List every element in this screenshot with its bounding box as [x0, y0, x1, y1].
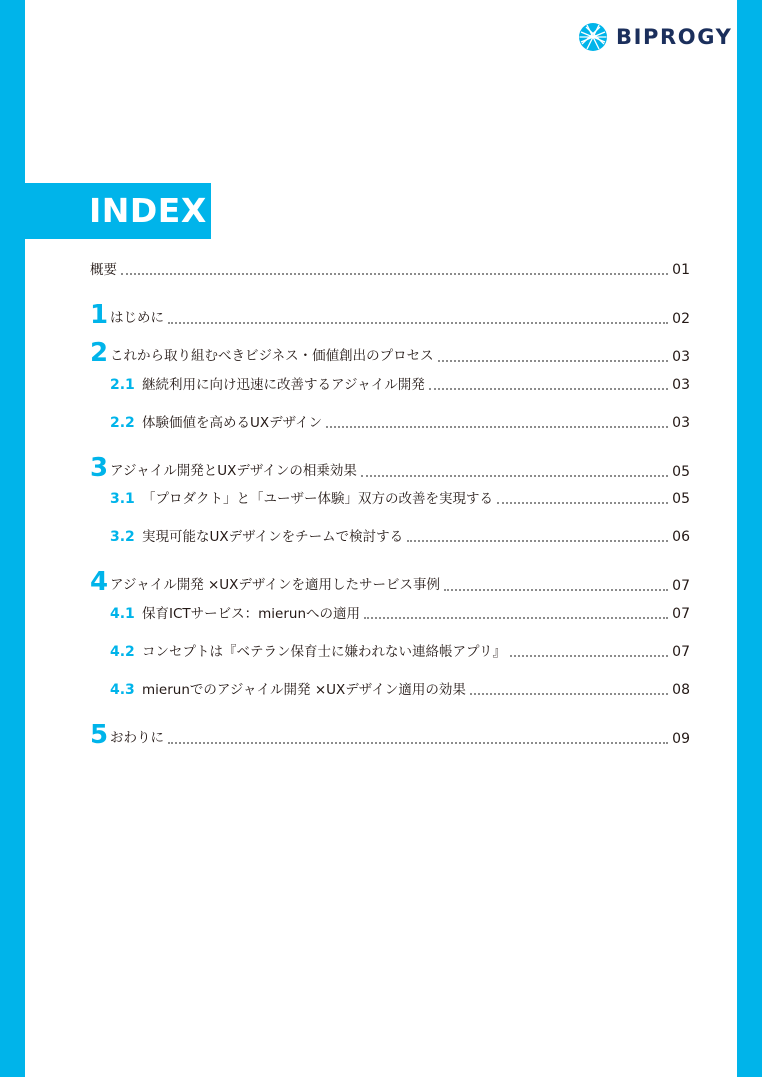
toc-item-summary[interactable] [90, 261, 690, 279]
leader-dots [364, 617, 668, 619]
toc-section-2-2[interactable] [110, 414, 690, 432]
toc-page: 05 [672, 464, 690, 480]
leader-dots [497, 502, 668, 504]
toc-title: コンセプトは『ベテラン保育士に嫌われない連絡帳アプリ』 [142, 644, 506, 660]
section-number: 4.3 [110, 682, 135, 698]
toc-title: これから取り組むべきビジネス・価値創出のプロセス [110, 348, 434, 364]
toc-chapter-2[interactable] [90, 340, 690, 366]
toc-page: 05 [672, 491, 690, 507]
chapter-number: 3 [90, 453, 109, 483]
page-title: INDEX [89, 191, 207, 230]
chapter-number: 5 [90, 720, 109, 750]
leader-dots [121, 273, 668, 275]
chapter-number: 2 [90, 338, 109, 368]
toc-title: 「プロダクト」と「ユーザー体験」双方の改善を実現する [142, 491, 493, 507]
toc-page: 09 [672, 731, 690, 747]
toc-page: 03 [672, 415, 690, 431]
toc-title: おわりに [110, 730, 164, 746]
toc-page: 07 [672, 606, 690, 622]
left-edge-bar [0, 0, 25, 1077]
leader-dots [470, 693, 668, 695]
leader-dots [444, 589, 668, 591]
toc-page: 01 [672, 262, 690, 278]
leader-dots [407, 540, 668, 542]
toc-section-4-1[interactable] [110, 605, 690, 623]
toc-section-3-2[interactable] [110, 528, 690, 546]
toc-page: 08 [672, 682, 690, 698]
leader-dots [168, 322, 668, 324]
chapter-number: 1 [90, 300, 109, 330]
toc-title: 保育ICTサービス：mierunへの適用 [142, 606, 361, 622]
leader-dots [510, 655, 668, 657]
toc-page: 07 [672, 644, 690, 660]
toc-chapter-5[interactable] [90, 722, 690, 748]
toc-section-4-2[interactable] [110, 643, 690, 661]
toc-section-3-1[interactable] [110, 490, 690, 508]
leader-dots [429, 388, 668, 390]
toc-title: mierunでのアジャイル開発 ×UXデザイン適用の効果 [142, 682, 466, 698]
toc-title: 体験価値を高めるUXデザイン [142, 415, 323, 431]
leader-dots [326, 426, 668, 428]
section-number: 2.2 [110, 415, 135, 431]
toc-chapter-1[interactable] [90, 302, 690, 328]
toc-page: 03 [672, 377, 690, 393]
brand-logo [578, 21, 732, 53]
section-number: 4.2 [110, 644, 135, 660]
section-number: 3.1 [110, 491, 135, 507]
leader-dots [168, 742, 668, 744]
toc-title: 継続利用に向け迅速に改善するアジャイル開発 [142, 377, 425, 393]
section-number: 3.2 [110, 529, 135, 545]
toc-section-2-1[interactable] [110, 376, 690, 394]
toc-title: アジャイル開発 ×UXデザインを適用したサービス事例 [110, 577, 440, 593]
toc-page: 06 [672, 529, 690, 545]
toc-title: アジャイル開発とUXデザインの相乗効果 [110, 463, 357, 479]
leader-dots [438, 360, 668, 362]
brand-name: BIPROGY [616, 25, 733, 49]
toc-title: 実現可能なUXデザインをチームで検討する [142, 529, 404, 545]
toc-page: 02 [672, 311, 690, 327]
toc-title: 概要 [90, 262, 117, 278]
globe-mesh-icon [578, 22, 608, 52]
toc-section-4-3[interactable] [110, 681, 690, 699]
section-number: 2.1 [110, 377, 135, 393]
toc-chapter-4[interactable] [90, 569, 690, 595]
section-number: 4.1 [110, 606, 135, 622]
chapter-number: 4 [90, 567, 109, 597]
toc-title: はじめに [110, 310, 164, 326]
leader-dots [361, 475, 668, 477]
toc-page: 03 [672, 349, 690, 365]
toc-chapter-3[interactable] [90, 455, 690, 481]
toc-page: 07 [672, 578, 690, 594]
right-edge-bar [737, 0, 762, 1077]
